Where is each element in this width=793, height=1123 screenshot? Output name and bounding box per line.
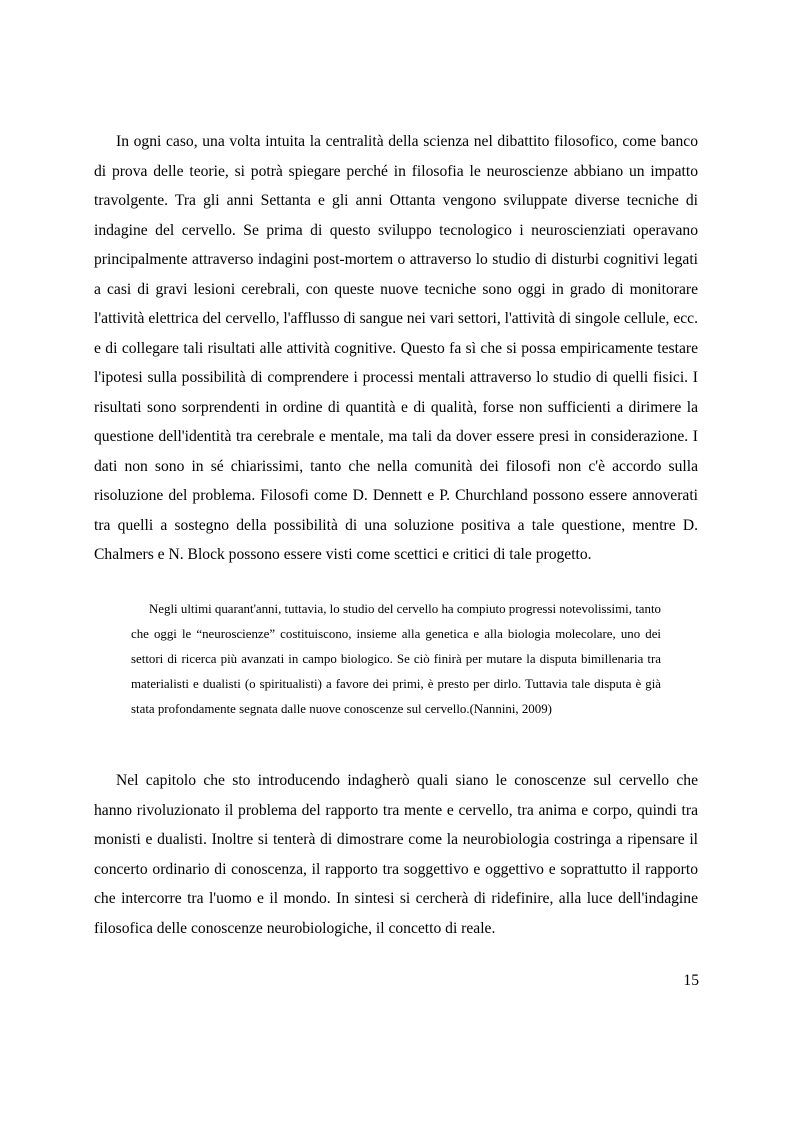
body-paragraph-2: Nel capitolo che sto introducendo indagherò quali siano le conoscenze sul cervello che hanno rivoluzionato il problema del rapporto tra mente e cervello, tra anima e corpo, quindi tra monisti e dualisti. Inoltre si tenterà di dimostrare come la neurobiologia costringa a ripensare il concerto ordinario di conoscenza, il rapporto tra soggettivo e oggettivo e soprattutto il rapporto che intercorre tra l'uomo e il mondo. In sintesi si cercherà di ridefinire, alla luce dell'indagine filosofica delle conoscenze neurobiologiche, il concetto di reale. bbox=[94, 772, 698, 937]
page-number: 15 bbox=[683, 972, 699, 989]
body-paragraph-1: In ogni caso, una volta intuita la centralità della scienza nel dibattito filosofico, come banco di prova delle teorie, si potrà spiegare perché in filosofia le neuroscienze abbiano un impatto travolgente. Tra gli anni Settanta e gli anni Ottanta vengono sviluppate diverse tecniche di indagine del cervello. Se prima di questo sviluppo tecnologico i neuroscienziati operavano principalmente attraverso indagini post-mortem o attraverso lo studio di disturbi cognitivi legati a casi di gravi lesioni cerebrali, con queste nuove tecniche sono oggi in grado di monitorare l'attività elettrica del cervello, l'afflusso di sangue nei vari settori, l'attività di singole cellule, ecc. e di collegare tali risultati alle attività cognitive. Questo fa sì che si possa empiricamente testare l'ipotesi sulla possibilità di comprendere i processi mentali attraverso lo studio di quelli fisici. I risultati sono sorprendenti in ordine di quantità e di qualità, forse non sufficienti a dirimere la questione dell'identità tra cerebrale e mentale, ma tali da dover essere presi in considerazione. I dati non sono in sé chiarissimi, tanto che nella comunità dei filosofi non c'è accordo sulla risoluzione del problema. Filosofi come D. Dennett e P. Churchland possono essere annoverati tra quelli a sostegno della possibilità di una soluzione positiva a tale questione, mentre D. Chalmers e N. Block possono essere visti come scettici e critici di tale progetto. bbox=[94, 133, 698, 563]
block-quote: Negli ultimi quarant'anni, tuttavia, lo studio del cervello ha compiuto progressi notevolissimi, tanto che oggi le “neuroscienze” costituiscono, insieme alla genetica e alla biologia molecolare, uno dei settori di ricerca più avanzati in campo biologico. Se ciò finirà per mutare la disputa bimillenaria tra materialisti e dualisti (o spiritualisti) a favore dei primi, è presto per dirlo. Tuttavia tale disputa è già stata profondamente segnata dalle nuove conoscenze sul cervello.(Nannini, 2009) bbox=[131, 602, 661, 716]
